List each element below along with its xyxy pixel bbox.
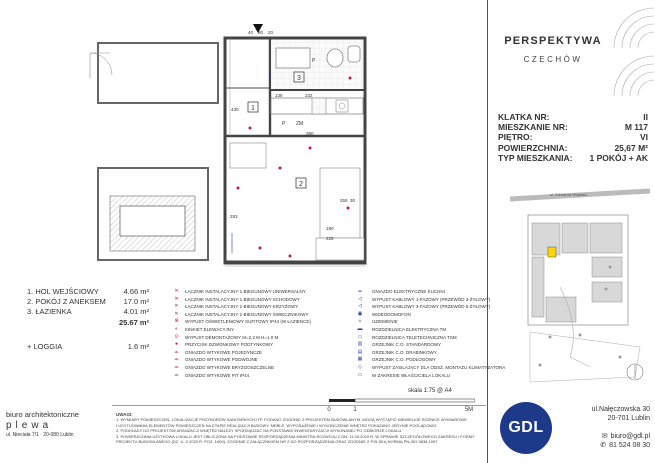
address-line-2: 20-701 Lublin xyxy=(607,415,650,422)
legend-item: ✕ ŁĄCZNIK INSTALACYJNY 1-BIEGUNOWY KRZYŻOWY xyxy=(172,303,311,311)
contact-block xyxy=(560,405,650,450)
svg-text:3: 3 xyxy=(297,75,301,82)
svg-text:2: 2 xyxy=(299,181,303,188)
legend-item: ⊗ WYPUST OŚWIETLENIOWY SUFITOWY IP44 (W ŁAZIENCE) xyxy=(172,318,311,326)
svg-text:232: 232 xyxy=(305,93,313,98)
info-row-apartment-number: MIESZKANIE NR: M 117 xyxy=(498,122,648,133)
telecom-board-icon: ▭ xyxy=(357,333,363,340)
legend-item: ⌓ GNIAZDO ELEKTRYCZNE KUCHNI xyxy=(352,288,505,296)
switch-icon: ✕ xyxy=(174,303,179,310)
address-line-1: ul.Nałęczowska 30 xyxy=(591,406,650,413)
legend-item: ▭ ROZDZIELNICA TELETECHNICZNA TSM xyxy=(352,334,505,342)
legend-item: ▤ GRZEJNIK C.O. DRABINKOWY xyxy=(352,349,505,357)
kitchen-socket-icon: ⌓ xyxy=(358,288,362,294)
svg-text:40: 40 xyxy=(248,30,254,35)
legend-item: ✕ ŁĄCZNIK INSTALACYJNY 1-BIEGUNOWY SCHODOWY xyxy=(172,296,311,304)
ladder-radiator-icon: ▤ xyxy=(357,348,363,355)
radiator-icon: ▥ xyxy=(357,341,363,348)
phone-icon: ✆ xyxy=(600,442,607,449)
svg-text:30: 30 xyxy=(350,198,356,203)
ac-outlet-icon: ◇ xyxy=(358,363,362,370)
svg-text:1: 1 xyxy=(353,407,357,413)
legend-electrical xyxy=(172,288,311,379)
bell-icon: ● xyxy=(174,341,179,348)
scale-label: skala 1:75 @ A4 xyxy=(408,388,452,394)
apartment-info xyxy=(498,112,648,163)
svg-text:80: 80 xyxy=(258,30,264,35)
legend-item: ✕ ŁĄCZNIK INSTALACYJNY 1-BIEGUNOWY UNIWERSALNY xyxy=(172,288,311,296)
cable-outlet-icon: ◁ xyxy=(358,295,362,302)
distribution-board-icon: ▬ xyxy=(357,325,363,332)
svg-text:20: 20 xyxy=(268,30,274,35)
developer-logo: GDL xyxy=(500,402,552,454)
legend-item: ⌓ GNIAZDO WTYKOWE PIT IP44 xyxy=(172,372,311,380)
room-number-2 xyxy=(296,178,306,188)
legend-item: ▦ GRZEJNIK C.O. PODŁOGOWY xyxy=(352,356,505,364)
architect-logo: biuro architektoniczne plewa ul. Nieciała 7/1 · 20-080 Lublin xyxy=(6,410,79,438)
street-label: ul. Edwarda Wojtasa xyxy=(550,192,587,197)
room-areas xyxy=(27,287,149,352)
legend-item: ▬ ROZDZIELNICA ELEKTRYCZNA TM xyxy=(352,326,505,334)
svg-text:0: 0 xyxy=(327,407,331,413)
svg-text:180: 180 xyxy=(326,226,334,231)
ceiling-light-icon: ⊗ xyxy=(174,318,179,325)
switch-icon: ✕ xyxy=(174,295,179,302)
info-row-type: TYP MIESZKANIA: 1 POKÓJ + AK xyxy=(498,152,648,163)
legend-item: ◁ WYPUST KABLOWY 1-FAZOWY (PRZEWÓD 3-ŻYŁOWY) xyxy=(352,296,505,304)
legend-item: ⌓ GNIAZDO WTYKOWE PODWÓJNE xyxy=(172,356,311,364)
info-row-area: POWIERZCHNIA: 25,67 M² xyxy=(498,142,648,153)
email-icon: ✉ xyxy=(601,433,608,440)
ip44-socket-icon: ⌓ xyxy=(174,371,179,378)
info-row-floor: PIĘTRO: VI xyxy=(498,132,648,143)
switch-icon: ✕ xyxy=(174,310,179,317)
room-number-3 xyxy=(294,72,304,82)
phone-link[interactable]: ✆ 81 524 08 30 xyxy=(600,442,650,449)
legend-item: ⌓ GNIAZDO WTYKOWE BRYZGOSZCZELNE xyxy=(172,364,311,372)
legend-item: ◐ KINKIET ELEWACYJNY xyxy=(172,326,311,334)
legend-item: ▣ WIDEODOMOFON xyxy=(352,311,505,319)
room-row: 1. HOL WEJŚCIOWY 4.66 m² xyxy=(27,287,149,296)
legend-item: ◁ WYPUST KABLOWY 3-FAZOWY (PRZEWÓD 5-ŻYŁOWY) xyxy=(352,303,505,311)
floor-heating-icon: ▦ xyxy=(357,356,363,363)
plan-label-p: P xyxy=(312,58,316,64)
svg-text:380: 380 xyxy=(306,131,314,136)
legend-item: ⌓ GNIAZDO WTYKOWE POJEDYNCZE xyxy=(172,349,311,357)
socket-icon: ⌓ xyxy=(174,348,179,355)
room-row: 3. ŁAZIENKA 4.01 m² xyxy=(27,307,149,316)
room-total: 25.67 m² xyxy=(118,318,149,327)
legend-item: ◇ WYPUST ZASILAJĄCY DLA ODSZ. MONTAŻU KLIMATYZATORA xyxy=(352,364,505,372)
brand-arc-graphic xyxy=(612,6,654,104)
legend-installations xyxy=(352,288,505,379)
plan-label-zm: ZM xyxy=(296,121,304,127)
switch-icon: ✕ xyxy=(174,288,179,294)
ground-icon: ⏚ xyxy=(357,318,363,325)
svg-text:5M: 5M xyxy=(464,407,474,413)
plan-label-p2: P xyxy=(282,121,286,127)
panel-divider xyxy=(487,0,488,463)
svg-text:1: 1 xyxy=(251,105,255,112)
splashproof-socket-icon: ⌓ xyxy=(174,363,179,370)
loggia-row: + LOGGIA 1.6 m² xyxy=(27,342,149,351)
svg-text:283: 283 xyxy=(230,214,238,219)
legend-item: ▥ GRZEJNIK C.O. STANDARDOWY xyxy=(352,341,505,349)
room-number-1 xyxy=(248,102,258,112)
wall-light-icon: ◐ xyxy=(174,325,179,332)
outlet-icon: ⊙ xyxy=(174,333,179,340)
legend-item: ▭ W ZAKRESIE WŁAŚCICIELA LOKALU xyxy=(352,372,505,380)
cable-outlet-3phase-icon: ◁ xyxy=(358,303,362,310)
project-subtitle: CZECHÓW xyxy=(523,55,583,64)
apartment-highlight xyxy=(548,247,556,257)
neighbor-unit-top xyxy=(98,43,218,103)
notes: UWAGI: 1. WYMIARY POMIESZCZEŃ, LOKALIZACJE PRZYBORÓW SANITARNYCH ITP. PODANO ZGODNIE Z PROJEKTEM BUDOWLANYM. MOGĄ WYSTĄPIĆ NIEWIELKIE RÓŻNICE WYMIAROWE I USYTUOWANIA ELEMENTÓW POMIESZCZEŃ NA ETAPIE REALIZACJI BUDOWY. MEBLE, WYPOSAŻENIE I WYKOŃCZENIE WNĘTRZ POKAZANO JEDYNIE POGLĄDOWO. 2. PODKŁADY DO PROJEKTÓW ARANŻACJI WNĘTRZ NALEŻY SPORZĄDZAĆ NA PODSTAWIE INWENTARYZACJI WYKONANEJ PO ODBIORZE LOKALU. 3. POWIERZCHNIA UŻYTKOWA LOKALU JEST OBLICZONA NA PODSTAWIE ROZPORZĄDZENIA MINISTRA ROZWOJU Z DN. 11.09.2020 R. W SPRAWIE SZCZEGÓŁOWEGO ZAKRESU I FORMY PROJEKTU BUDOWLANEGO (DZ. U. Z 2020 R. POZ. 1609), ZGODNIE Z ZAŁĄCZNIKIEM NR 2 DO ROZPORZĄDZENIA ORAZ ZGODNIE Z POLSKĄ NORMĄ PN-ISO 9836:1997. xyxy=(116,412,475,445)
svg-text:138: 138 xyxy=(275,93,283,98)
info-row-staircase: KLATKA NR: II xyxy=(498,112,648,122)
legend-item: ● PRZYCISK DZWONKOWY PODTYNKOWY xyxy=(172,341,311,349)
double-socket-icon: ⌓ xyxy=(174,356,179,363)
floor-plan xyxy=(80,18,380,283)
intercom-icon: ▣ xyxy=(357,310,363,317)
svg-text:255: 255 xyxy=(340,198,348,203)
legend-item: ✕ ŁĄCZNIK INSTALACYJNY 1-BIEGUNOWY ŚWIECZNIKOWY xyxy=(172,311,311,319)
legend-item: ⏚ UZIEMIENIE xyxy=(352,318,505,326)
svg-text:430: 430 xyxy=(231,107,239,112)
site-map xyxy=(510,187,650,387)
room-row: 2. POKÓJ Z ANEKSEM 17.0 m² xyxy=(27,297,149,306)
project-title: PERSPEKTYWA xyxy=(504,35,602,47)
svg-text:225: 225 xyxy=(326,236,334,241)
email-link[interactable]: ✉ biuro@gdl.pl xyxy=(601,433,650,440)
owner-scope-icon: ▭ xyxy=(357,371,363,378)
legend-item: ⊙ WYPUST DEMONTAŻOWY M=2,2 M H=1,0 M xyxy=(172,334,311,342)
